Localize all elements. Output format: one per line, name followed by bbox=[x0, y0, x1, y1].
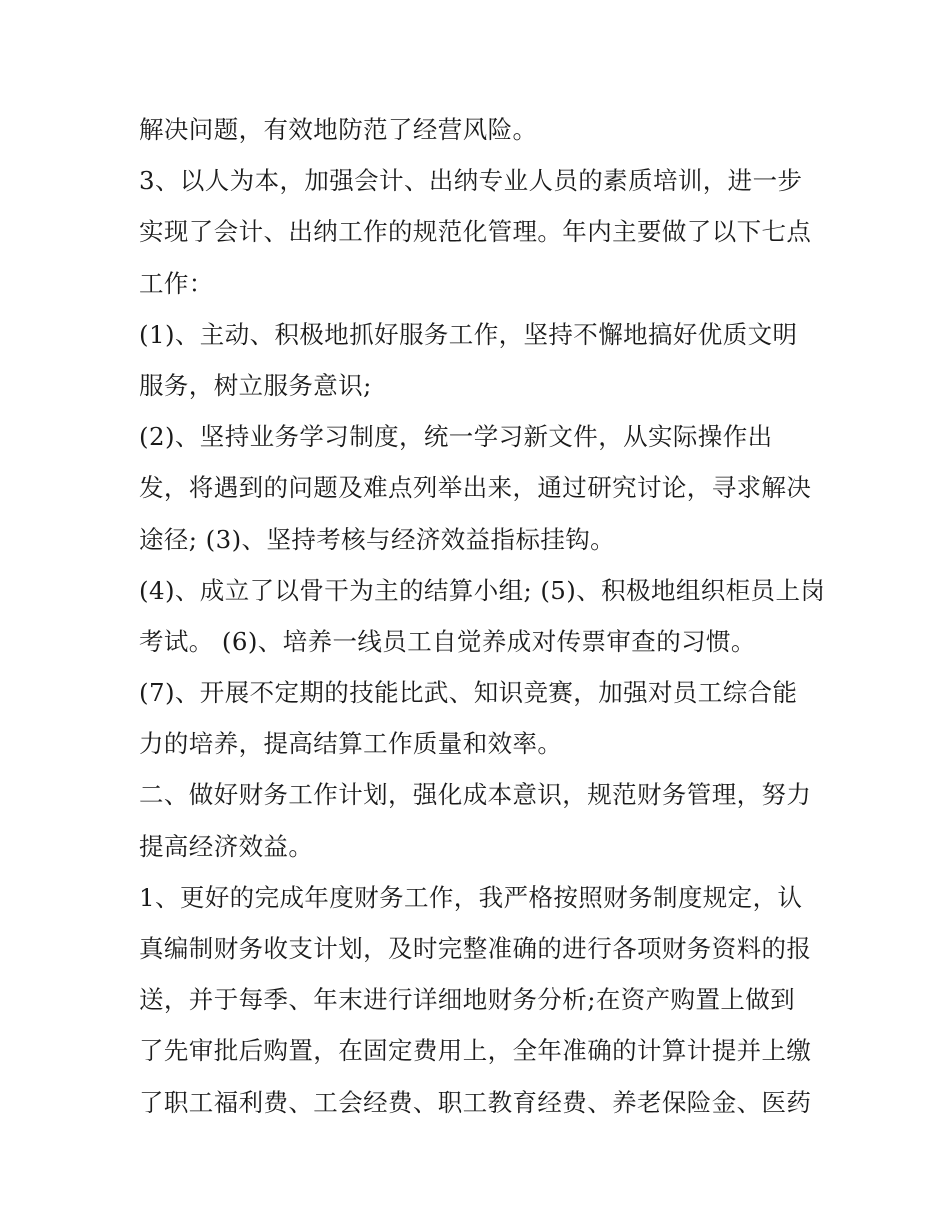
text-line: 力的培养，提高结算工作质量和效率。 bbox=[139, 729, 563, 759]
document-body bbox=[139, 104, 829, 1128]
text-line: 3、以人为本，加强会计、出纳专业人员的素质培训，进一步 bbox=[139, 166, 803, 196]
text-line: 途径; (3)、坚持考核与经济效益指标挂钩。 bbox=[139, 524, 616, 554]
text-line: 二、做好财务工作计划，强化成本意识，规范财务管理，努力 bbox=[139, 780, 812, 810]
text-line: 提高经济效益。 bbox=[139, 831, 314, 861]
text-line: (2)、坚持业务学习制度，统一学习新文件，从实际操作出 bbox=[139, 422, 773, 452]
text-line: 工作： bbox=[139, 268, 214, 298]
text-line: 考试。 (6)、培养一线员工自觉养成对传票审查的习惯。 bbox=[139, 626, 756, 656]
text-line: (4)、成立了以骨干为主的结算小组; (5)、积极地组织柜员上岗 bbox=[139, 575, 826, 605]
text-line: 了职工福利费、工会经费、职工教育经费、养老保险金、医药 bbox=[139, 1087, 812, 1117]
text-line: 了先审批后购置，在固定费用上，全年准确的计算计提并上缴 bbox=[139, 1036, 812, 1066]
text-line: 发，将遇到的问题及难点列举出来，通过研究讨论，寻求解决 bbox=[139, 473, 812, 503]
text-line: 解决问题，有效地防范了经营风险。 bbox=[139, 115, 538, 144]
text-line: (1)、主动、积极地抓好服务工作，坚持不懈地搞好优质文明 bbox=[139, 319, 798, 349]
text-line: 送，并于每季、年末进行详细地财务分析;在资产购置上做到 bbox=[139, 985, 796, 1015]
text-line: 服务，树立服务意识; bbox=[139, 370, 372, 400]
text-line: 1、更好的完成年度财务工作，我严格按照财务制度规定，认 bbox=[139, 882, 803, 912]
text-line: 真编制财务收支计划，及时完整准确的进行各项财务资料的报 bbox=[139, 934, 812, 963]
text-line: (7)、开展不定期的技能比武、知识竞赛，加强对员工综合能 bbox=[139, 678, 798, 708]
text-line: 实现了会计、出纳工作的规范化管理。年内主要做了以下七点 bbox=[139, 217, 812, 247]
